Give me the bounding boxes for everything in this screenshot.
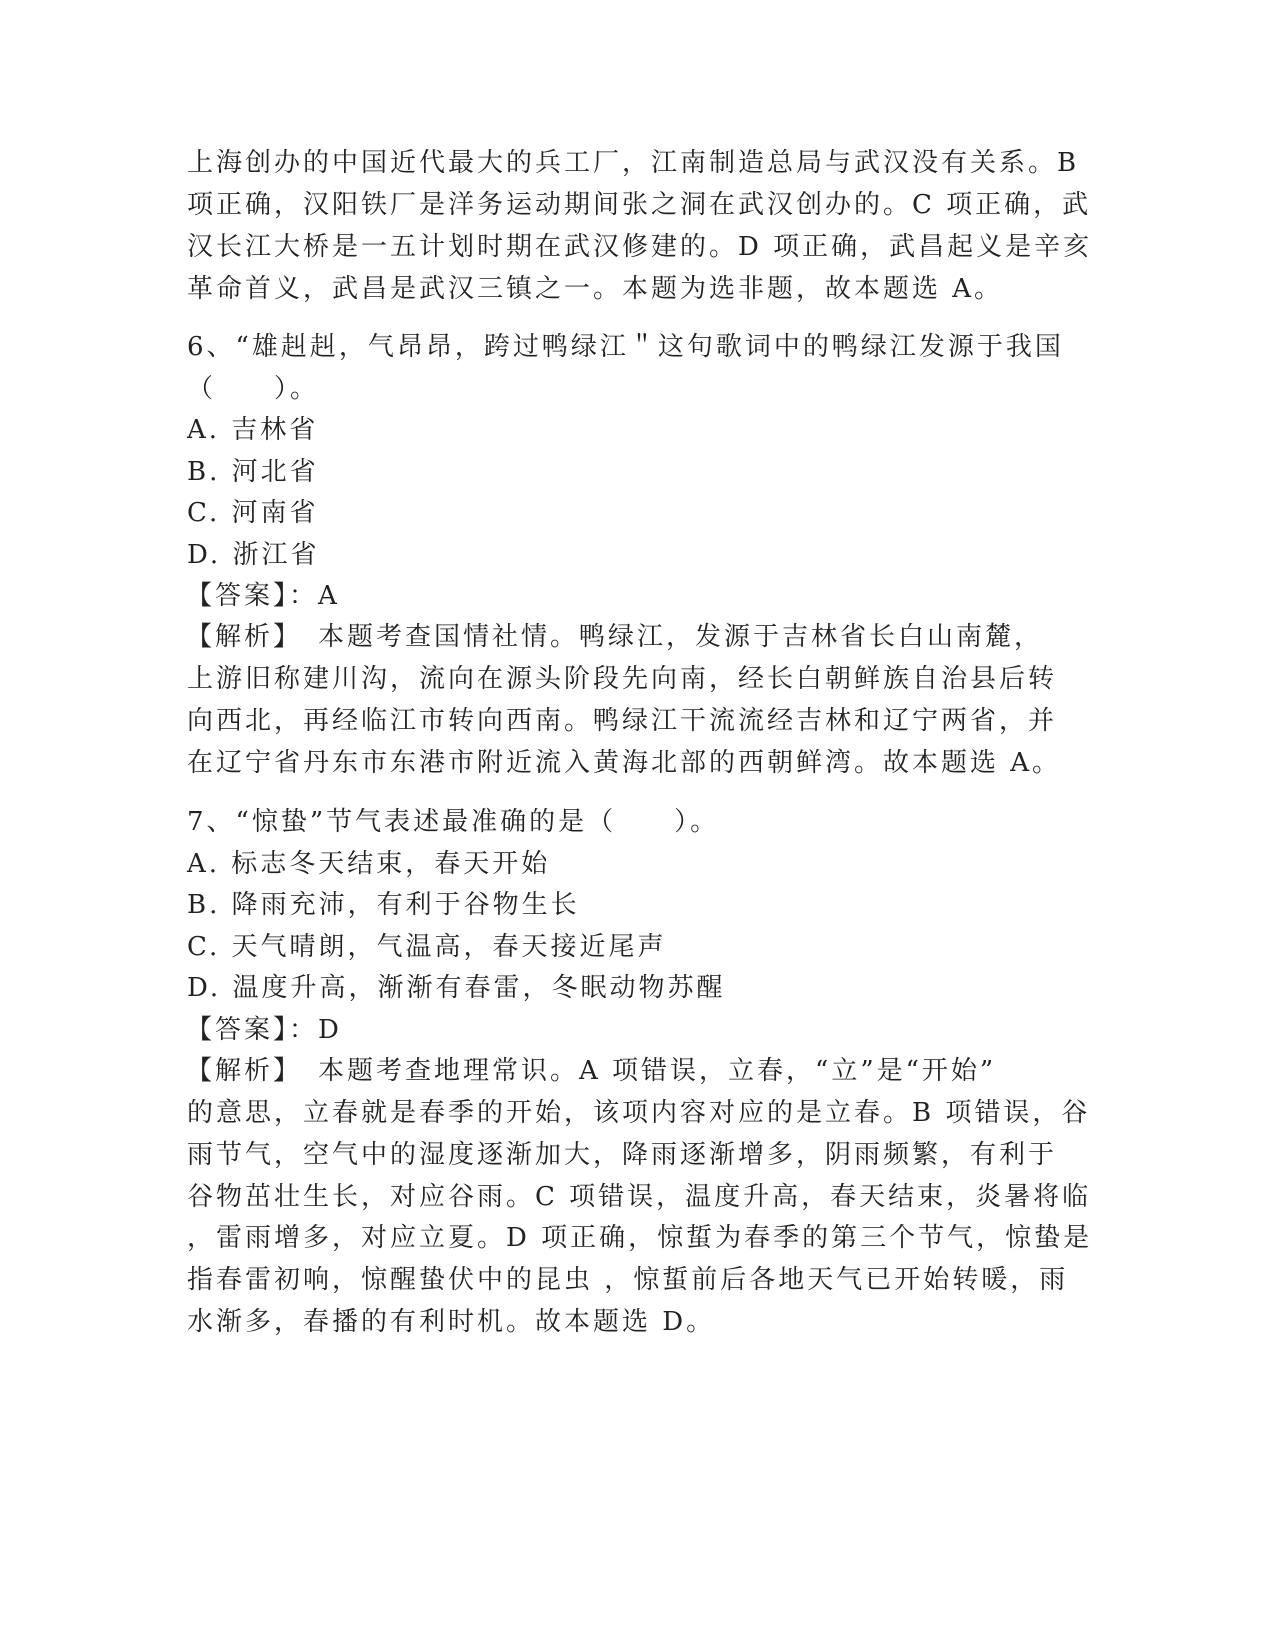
q7-analysis-line: 指春雷初响，惊醒蛰伏中的昆虫 ，惊蜇前后各地天气已开始转暖，雨 — [187, 1265, 1069, 1295]
q7-option-c: C. 天气晴朗，气温高，春天接近尾声 — [187, 932, 667, 962]
q6-option-b: B. 河北省 — [187, 457, 319, 487]
q7-analysis-line: ，雷雨增多，对应立夏。D 项正确，惊蜇为春季的第三个节气，惊蛰是 — [187, 1223, 1093, 1253]
q6-analysis-line: 向西北，再经临江市转向西南。鸭绿江干流流经吉林和辽宁两省，并 — [187, 706, 1058, 736]
q6-stem: 6、“雄赳赳，气昂昂，跨过鸭绿江＂这句歌词中的鸭绿江发源于我国 — [187, 332, 1064, 362]
prev-analysis-line: 项正确，汉阳铁厂是洋务运动期间张之洞在武汉创办的。C 项正确，武 — [187, 190, 1092, 220]
q6-analysis-line: 上游旧称建川沟，流向在源头阶段先向南，经长白朝鲜族自治县后转 — [187, 664, 1058, 694]
q7-option-d: D. 温度升高，渐渐有春雷，冬眠动物苏醒 — [187, 973, 726, 1003]
q7-analysis-line: 雨节气，空气中的湿度逐渐加大，降雨逐渐增多，阴雨频繁，有利于 — [187, 1140, 1058, 1170]
q7-analysis-line: 的意思，立春就是春季的开始，该项内容对应的是立春。B 项错误，谷 — [187, 1098, 1091, 1128]
q6-option-a: A. 吉林省 — [187, 415, 319, 445]
prev-analysis-line: 革命首义，武昌是武汉三镇之一。本题为选非题，故本题选 A。 — [187, 274, 1004, 304]
prev-analysis-line: 上海创办的中国近代最大的兵工厂，江南制造总局与武汉没有关系。B — [187, 148, 1080, 178]
q7-answer: 【答案】：D — [186, 1015, 342, 1045]
q6-analysis-line: 在辽宁省丹东市东港市附近流入黄海北部的西朝鲜湾。故本题选 A。 — [187, 748, 1062, 778]
q6-answer: 【答案】：A — [186, 581, 340, 611]
q6-analysis-line: 【解析】 本题考查国情社情。鸭绿江，发源于吉林省长白山南麓， — [186, 622, 1044, 652]
prev-analysis-line: 汉长江大桥是一五计划时期在武汉修建的。D 项正确，武昌起义是辛亥 — [187, 232, 1093, 262]
q7-analysis-line: 水渐多，春播的有利时机。故本题选 D。 — [187, 1307, 716, 1337]
q6-option-c: C. 河南省 — [187, 498, 319, 528]
q7-analysis-line: 谷物茁壮生长，对应谷雨。C 项错误，温度升高，春天结束，炎暑将临 — [187, 1182, 1092, 1212]
q7-stem: 7、“惊蛰”节气表述最准确的是（ ）。 — [187, 807, 720, 837]
q7-analysis-line: 【解析】 本题考查地理常识。A 项错误，立春，“立”是“开始” — [186, 1056, 997, 1086]
q6-option-d: D. 浙江省 — [187, 540, 320, 570]
q7-option-b: B. 降雨充沛，有利于谷物生长 — [187, 890, 580, 920]
q7-option-a: A. 标志冬天结束，春天开始 — [187, 849, 551, 879]
q6-stem-blank: （ ）。 — [187, 374, 320, 404]
